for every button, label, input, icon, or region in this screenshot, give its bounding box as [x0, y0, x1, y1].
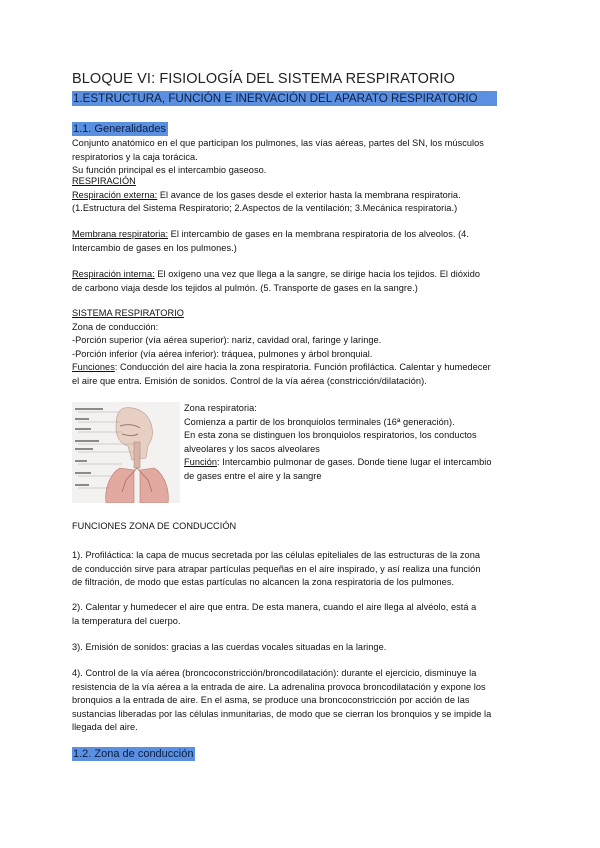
respiratory-tract-diagram-icon	[72, 402, 180, 503]
porcion-inferior: -Porción inferior (vía aérea inferior): tráquea, pulmones y árbol bronquial.	[72, 348, 373, 359]
funcion-1-paragraph	[72, 549, 532, 590]
zr-funcion-text-2: de gases entre el aire y la sangre	[184, 470, 322, 481]
zona-respiratoria-label: Zona respiratoria:	[184, 403, 257, 413]
funcion-3-paragraph	[72, 641, 532, 655]
respiracion-externa	[72, 189, 532, 203]
page-title: BLOQUE VI: FISIOLOGÍA DEL SISTEMA RESPIRATORIO	[72, 71, 456, 87]
generalidades-line: Conjunto anatómico en el que participan los pulmones, las vías aéreas, partes del SN, los músculos	[72, 138, 484, 148]
interna-paragraph	[72, 268, 532, 295]
sistema-section	[72, 307, 532, 388]
funcion-2-paragraph	[72, 601, 532, 628]
generalidades-line: Su función principal es el intercambio gaseoso.	[72, 165, 267, 175]
respiracion-externa-label: Respiración externa:	[72, 189, 158, 200]
zona-respiratoria-section	[184, 402, 544, 483]
funcion-3-line: 3). Emisión de sonidos: gracias a las cuerdas vocales situadas en la laringe.	[72, 642, 387, 652]
respiracion-externa-text: El avance de los gases desde el exterior hasta la membrana respiratoria.	[157, 189, 461, 200]
zr-funcion-label: Función	[184, 457, 218, 467]
funcion-2-line: la temperatura del cuerpo.	[72, 615, 181, 626]
respiracion-section	[72, 175, 532, 216]
funcion-1-line: de conducción sirve para atrapar partículas pequeñas en el aire inspirado, y así realiza una función	[72, 563, 481, 574]
funciones-text-2: el aire que entra. Emisión de sonidos. Control de la vía aérea (constricción/dilatación).	[72, 375, 427, 386]
porcion-superior: -Porción superior (vía aérea superior): nariz, cavidad oral, faringe y laringe.	[72, 335, 382, 345]
membrana-paragraph	[72, 228, 532, 255]
funcion-4-line: bronquios a la entrada de aire. En el asma, se produce una broncoconstricción por acción de las	[72, 695, 470, 705]
funcion-4-line: llegada del aire.	[72, 722, 138, 732]
respiracion-externa-ref: (1.Estructura del Sistema Respiratorio; 2.Aspectos de la ventilación; 3.Mecánica respiratoria.)	[72, 203, 458, 213]
membrana-label: Membrana respiratoria:	[72, 229, 169, 239]
zona-respiratoria-line: En esta zona se distinguen los bronquiolos respiratorios, los conductos	[184, 430, 477, 440]
interna-text-2: de carbono viaja desde los tejidos al pulmón. (5. Transporte de gases en la sangre.)	[72, 282, 418, 293]
section-heading-1: 1.ESTRUCTURA, FUNCIÓN E INERVACIÓN DEL APARATO RESPIRATORIO	[72, 91, 497, 106]
funcion-4-paragraph	[72, 667, 532, 735]
funcion-2-line: 2). Calentar y humedecer el aire que entra. De esta manera, cuando el aire llega al alvéolo, está a	[72, 602, 477, 612]
membrana-text-2: Intercambio de gases en los pulmones.)	[72, 242, 237, 253]
respiracion-heading: RESPIRACIÓN	[72, 176, 136, 186]
funcion-1-line: 1). Profiláctica: la capa de mucus secretada por las células epiteliales de las estructuras de la zona	[72, 550, 481, 560]
interna-label: Respiración interna:	[72, 269, 155, 279]
zr-funcion-text: : Intercambio pulmonar de gases. Donde tiene lugar el intercambio	[217, 457, 492, 467]
funciones-text: : Conducción del aire hacia la zona respiratoria. Función profiláctica. Calentar y humedecer	[114, 362, 491, 372]
generalidades-line: respiratorios y la caja torácica.	[72, 151, 198, 162]
generalidades-paragraph	[72, 137, 532, 178]
section-heading-1-1: 1.1. Generalidades	[73, 123, 166, 135]
zona-conduccion-label: Zona de conducción:	[72, 321, 159, 332]
funcion-4-line: resistencia de la vía aérea a la entrada de aire. La adrenalina provoca broncodilatación y expone los	[72, 681, 486, 692]
funcion-4-line: sustancias liberadas por las células inmunitarias, de modo que se cierran los bronquios y se impide la	[72, 708, 492, 719]
funciones-zona-heading: FUNCIONES ZONA DE CONDUCCIÓN	[72, 521, 237, 531]
sistema-heading: SISTEMA RESPIRATORIO	[72, 308, 184, 318]
funcion-1-line: de filtración, de modo que estas partículas no alcancen la zona respiratoria de los pulmones.	[72, 577, 455, 587]
membrana-text: El intercambio de gases en la membrana respiratoria de los alveolos. (4.	[168, 229, 469, 239]
funciones-label: Funciones	[72, 362, 115, 372]
section-heading-1-2: 1.2. Zona de conducción	[73, 748, 194, 760]
respiratory-tract-figure	[72, 402, 180, 503]
zona-respiratoria-line: alveolares y los sacos alveolares	[184, 443, 320, 454]
funcion-4-line: 4). Control de la vía aérea (broncoconstricción/broncodilatación): durante el ejercicio, disminuye la	[72, 668, 477, 678]
interna-text: El oxígeno una vez que llega a la sangre, se dirige hacia los tejidos. El dióxido	[154, 269, 481, 279]
zona-respiratoria-line: Comienza a partir de los bronquiolos terminales (16ª generación).	[184, 416, 455, 427]
